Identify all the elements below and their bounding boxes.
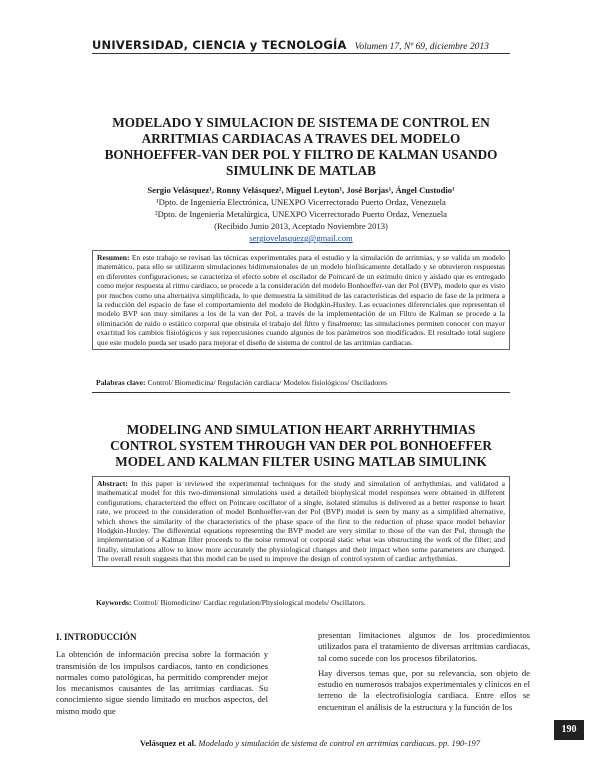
intro-heading: I. INTRODUCCIÓN [56,632,137,642]
received-dates: (Recibido Junio 2013, Aceptado Noviembre 2013) [214,221,388,231]
affiliation-2: ²Dpto. de Ingeniería Metalúrgica, UNEXPO Vicerrectorado Puerto Ordaz, Venezuela [155,209,447,219]
page-footer [40,738,580,748]
footer-citation: Modelado y simulación de sistema de control en arritmias cardiacas. [198,738,437,748]
intro-right-column [318,630,530,717]
english-abstract-text: In this paper is reviewed the experimental techniques for the study and simulation of arrhythmias, and validated a mathematical model for this two-dimensional simulations used a detailed biophysical model responses were obtained in different configurations, characterized the effect on Poincare oscillator of a single, isolated stimulus is delivered as a better response to heart rate, we proceed to the consideration of model Bonhoeffer-van der Pol (BVP) model is seen by many as a simplified alternative, which shows the similarity of the characteristics of the phase space of the first to the reduction of phase space model behavior Hodgkin-Huxley. The differential equations representing the BVP model are very similar to those of the van der Pol, through the implementation of a Kalman filter proceeds to the noise removal or corporal static what was obstructing the work of the filter; and finally, simulations allow to know more accurately the physiological changes and their impact when some parameters are changed. The overall result suggests that this model can be used to improve the design of control system of cardiac arrhythmias. [97,479,505,564]
section-rule [92,392,510,393]
spanish-abstract-text: En este trabajo se revisan las técnicas experimentales para el estudio y la simulación de arritmias, y se valida un modelo matemático, para ello se utilizaron simulaciones bidimensionales de un modelo biofísicamente detallado y se obtuvieron respuestas en diferentes configuraciones, se caracteriza el efecto sobre el oscilador de Poincaré de un estímulo único y aislado que es entregado como mejor respuesta al ritmo cardiaco, se procede a la consideración del modelo Bonhoeffer-van der Pol (BVP), modelo que es visto por muchos como una alternativa simplificada, lo que demuestra la similitud de las características del espacio de fase de la primera a la reducción del espacio de fase el comportamiento del modelo de Hodgkin-Huxley. Las ecuaciones diferenciales que representan el modelo BVP son muy similares a los de la van der Pol, a través de la implementación de un Filtro de Kalman se procede a la eliminación de ruido o estático corporal que obstruía el trabajo del filtro y finalmente; las simulaciones permiten conocer con mayor exactitud los cambios fisiológicos y sus repercusiones cuando algunos de los parámetros son modificados. El resultado total sugiere que este modelo pueda ser usado para mejorar el diseño de sistema de control de las arritmias cardiacas. [97,253,505,347]
footer-pages: pp. 190-197 [438,738,481,748]
journal-volume: Volumen 17, Nº 69, diciembre 2013 [354,42,489,52]
footer-authors: Velásquez et al. [139,738,197,748]
spanish-abstract-label: Resumen: [97,253,130,262]
affiliation-1: ¹Dpto. de Ingeniería Electrónica, UNEXPO Vicerrectorado Puerto Ordaz, Venezuela [156,197,446,207]
english-title: MODELING AND SIMULATION HEART ARRHYTHMIAS CONTROL SYSTEM THROUGH VAN DER POL BONHOEFFER MODEL AND KALMAN FILTER USING MATLAB SIMULINK [110,422,492,469]
spanish-title: MODELADO Y SIMULACION DE SISTEMA DE CONTROL EN ARRITMIAS CARDIACAS A TRAVES DEL MODELO BONHOEFFER-VAN DER POL Y FILTRO DE KALMAN USANDO SIMULINK DE MATLAB [104,115,498,178]
spanish-keywords [96,378,387,387]
journal-name: UNIVERSIDAD, CIENCIA y TECNOLOGÍA [92,38,347,52]
english-keywords-label: Keywords: [96,598,132,607]
spanish-keywords-text: Control/ Biomedicina/ Regulación cardiaca/ Modelos fisiológicos/ Osciladores [147,378,388,387]
spanish-abstract [92,250,510,350]
author-block [95,184,507,244]
header-rule [92,53,510,54]
page-number-badge: 190 [554,720,584,740]
spanish-keywords-label: Palabras clave: [96,378,146,387]
intro-paragraph: presentan limitaciones algunos de los procedimientos utilizados para el tratamiento de diversas arritmias cardiacas, tal como sucede con los procesos fibrilatorios. [318,630,530,663]
english-keywords [96,598,366,607]
english-abstract [92,476,510,567]
english-keywords-text: Control/ Biomedicine/ Cardiac regulation/Physiological models/ Oscillators. [133,598,366,607]
intro-paragraph: Hay diversos temas que, por su relevancia, son objeto de estudio en numerosos trabajos experimentales y clínicos en el terreno de la electrofisiología cardiaca. Entre ellos se encuentran el análisis de la estructura y la función de los [318,667,530,712]
intro-paragraph: La obtención de información precisa sobre la formación y transmisión de los impulsos cardiacos, tanto en condiciones normales como patológicas, ha permitido comprender mejor los mecanismos causantes de las arritmias cardiacas. Su conocimiento sigue siendo limitado en muchos aspectos, del mismo modo que [56,649,268,716]
author-names: Sergio Velásquez¹, Ronny Velásquez², Miguel Leyton¹, José Borjas¹, Ángel Custodio¹ [147,185,455,195]
intro-left-column [56,632,268,721]
english-abstract-label: Abstract: [97,479,128,488]
author-email-link[interactable]: sergiovelasquezg@gmail.com [249,233,353,243]
journal-header [92,36,512,52]
